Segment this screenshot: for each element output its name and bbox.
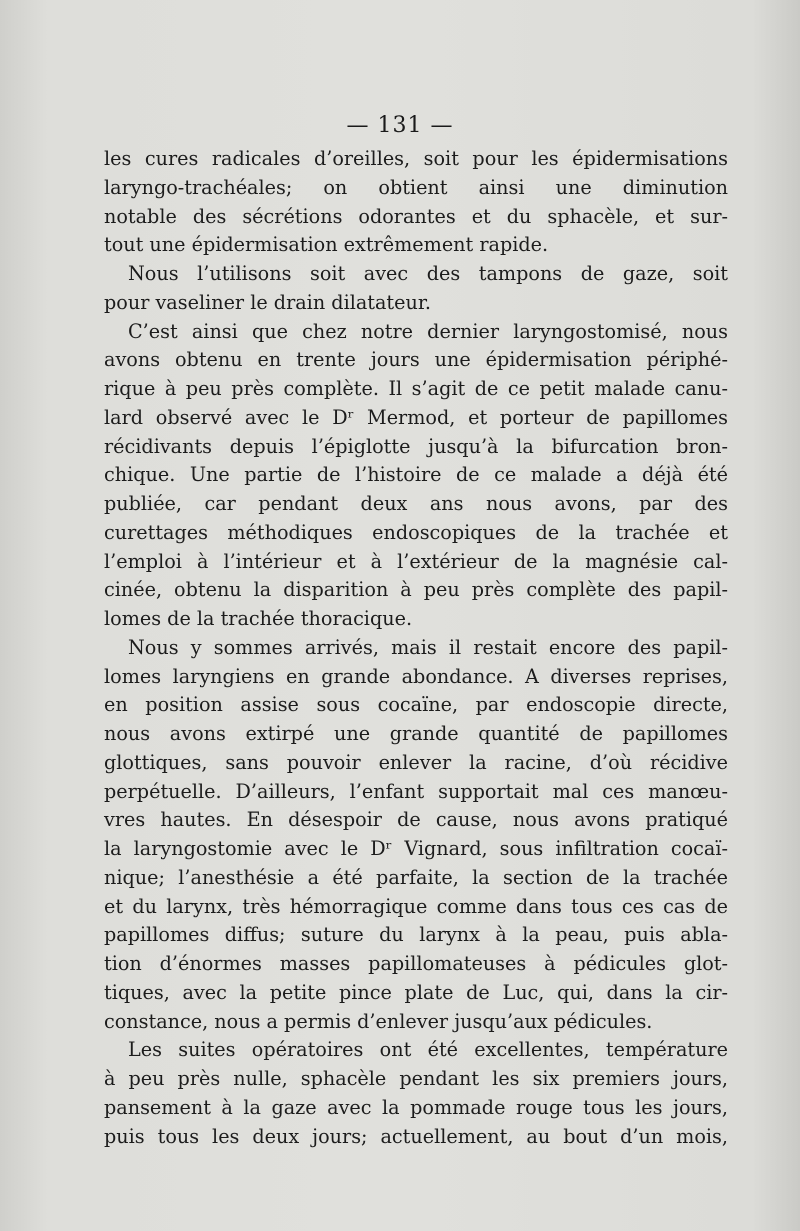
text-line: vres hautes. En désespoir de cause, nous avons pratiqué <box>104 808 728 832</box>
page-number: — 131 — <box>346 113 454 138</box>
text-line: nique; l’anesthésie a été parfaite, la section de la trachée <box>104 865 728 889</box>
text-line: laryngo-trachéales; on obtient ainsi une diminution <box>104 175 728 199</box>
text-line: constance, nous a permis d’enlever jusqu’aux pédicules. <box>104 1009 653 1033</box>
text-line: à peu près nulle, sphacèle pendant les six premiers jours, <box>104 1067 728 1090</box>
text-line: glottiques, sans pouvoir enlever la racine, d’où récidive <box>104 750 728 774</box>
text-line: rique à peu près complète. Il s’agit de ce petit malade canu- <box>104 377 728 400</box>
text-line: curettages méthodiques endoscopiques de la trachée et <box>104 520 728 544</box>
text-line: nous avons extirpé une grande quantité de papillomes <box>104 722 728 745</box>
text-line: pansement à la gaze avec la pommade rouge tous les jours, <box>104 1095 728 1119</box>
text-line: tiques, avec la petite pince plate de Luc, qui, dans la cir- <box>104 980 728 1004</box>
text-line: Nous y sommes arrivés, mais il restait encore des papil- <box>128 635 728 659</box>
text-line: les cures radicales d’oreilles, soit pour les épidermisations <box>104 147 728 170</box>
text-line: Nous l’utilisons soit avec des tampons de gaze, soit <box>128 262 728 285</box>
text-line: C’est ainsi que chez notre dernier laryngostomisé, nous <box>128 319 728 343</box>
text-line: lard observé avec le Dʳ Mermod, et porteur de papillomes <box>104 405 728 429</box>
text-line: lomes laryngiens en grande abondance. A diverses reprises, <box>104 664 728 688</box>
text-line: lomes de la trachée thoracique. <box>104 607 413 630</box>
text-line: notable des sécrétions odorantes et du sphacèle, et sur- <box>104 204 728 228</box>
text-line: pour vaseliner le drain dilatateur. <box>104 290 432 314</box>
text-line: avons obtenu en trente jours une épidermisation périphé- <box>104 348 728 372</box>
text-line: puis tous les deux jours; actuellement, au bout d’un mois, <box>104 1124 728 1148</box>
body-text <box>104 145 728 1151</box>
text-line: publiée, car pendant deux ans nous avons, par des <box>104 492 728 515</box>
text-line: cinée, obtenu la disparition à peu près complète des papil- <box>104 578 728 602</box>
text-line: la laryngostomie avec le Dʳ Vignard, sous infiltration cocaï- <box>104 837 728 860</box>
text-line: papillomes diffus; suture du larynx à la peau, puis abla- <box>104 923 728 947</box>
text-line: et du larynx, très hémorragique comme dans tous ces cas de <box>104 894 728 918</box>
text-line: perpétuelle. D’ailleurs, l’enfant supportait mal ces manœu- <box>104 779 728 803</box>
text-line: tout une épidermisation extrêmement rapide. <box>104 233 549 257</box>
text-line: en position assise sous cocaïne, par endoscopie directe, <box>104 693 728 717</box>
text-line: l’emploi à l’intérieur et à l’extérieur de la magnésie cal- <box>104 549 728 573</box>
text-line: chique. Une partie de l’histoire de ce malade a déjà été <box>104 463 728 487</box>
text-line: récidivants depuis l’épiglotte jusqu’à la bifurcation bron- <box>104 434 728 458</box>
text-line: tion d’énormes masses papillomateuses à pédicules glot- <box>104 952 728 975</box>
text-line: Les suites opératoires ont été excellentes, température <box>128 1038 728 1062</box>
